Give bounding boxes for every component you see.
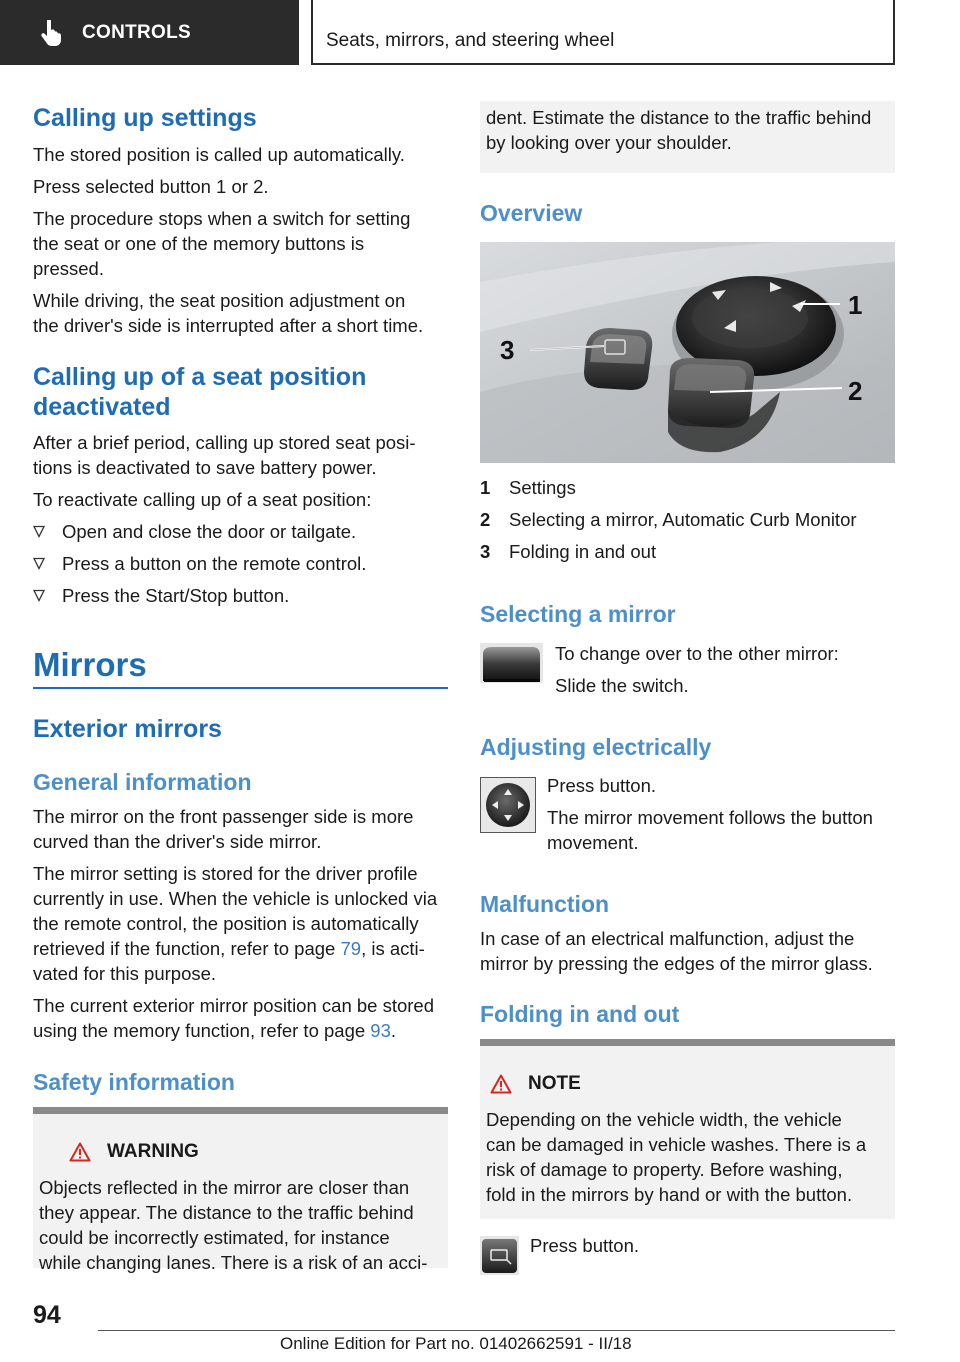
heading-folding-in-and-out: Folding in and out <box>480 1001 680 1027</box>
note-text-line: Depending on the vehicle width, the vehicle <box>486 1109 842 1130</box>
section-title: Seats, mirrors, and steering wheel <box>326 30 615 51</box>
warning-triangle-icon <box>69 1142 91 1162</box>
warning-text-line: by looking over your shoulder. <box>486 132 732 153</box>
paragraph-line: currently in use. When the vehicle is unlocked via <box>33 888 438 909</box>
page-link-79[interactable]: 79 <box>340 938 362 959</box>
chapter-tab <box>0 0 299 65</box>
paragraph-line: The procedure stops when a switch for setting <box>33 208 411 229</box>
paragraph-line: the remote control, the position is automatically <box>33 913 419 934</box>
paragraph: The stored position is called up automatically. <box>33 144 405 165</box>
paragraph-line: The current exterior mirror position can be stored <box>33 995 435 1016</box>
note-box <box>480 1039 895 1219</box>
paragraph-line: the driver's side is interrupted after a short time. <box>33 315 424 336</box>
photo-label-3: 3 <box>500 335 515 365</box>
note-label: NOTE <box>528 1073 581 1094</box>
heading-underline <box>33 687 448 689</box>
header-rule-left <box>311 0 313 65</box>
note-text-line: fold in the mirrors by hand or with the button. <box>486 1184 853 1205</box>
warning-text-line: dent. Estimate the distance to the traffic behind <box>486 107 872 128</box>
warning-header <box>69 1141 199 1163</box>
warning-text-line: could be incorrectly estimated, for instance <box>39 1227 390 1248</box>
paragraph-line: The mirror movement follows the button <box>547 807 873 828</box>
heading-general-information: General information <box>33 769 252 795</box>
paragraph-line: After a brief period, calling up stored seat posi‐ <box>33 432 416 453</box>
paragraph-line: curved than the driver's side mirror. <box>33 831 322 852</box>
chapter-label: CONTROLS <box>82 21 192 43</box>
paragraph: Press button. <box>547 775 657 796</box>
paragraph-line: retrieved if the function, refer to page 79, is acti‐ <box>33 938 425 959</box>
heading-deactivated-line2: deactivated <box>33 393 171 421</box>
paragraph: Press button. <box>530 1235 640 1256</box>
warning-text-line: Objects reflected in the mirror are closer than <box>39 1177 410 1198</box>
note-text-line: risk of damage to property. Before washing, <box>486 1159 843 1180</box>
warning-box <box>33 1107 448 1273</box>
triangle-bullet-icon <box>33 557 45 570</box>
photo-label-1: 1 <box>848 290 863 320</box>
note-text-line: can be damaged in vehicle washes. There is a <box>486 1134 867 1155</box>
edition-footer: Online Edition for Part no. 01402662591 - II/18 <box>280 1334 632 1353</box>
heading-malfunction: Malfunction <box>480 891 610 917</box>
paragraph-line: The mirror setting is stored for the driver profile <box>33 863 418 884</box>
warning-continuation-box <box>480 101 895 173</box>
mirror-controls-photo <box>480 242 895 463</box>
header-rule-bottom <box>311 63 895 65</box>
paragraph: To reactivate calling up of a seat position: <box>33 489 372 510</box>
heading-overview: Overview <box>480 200 583 226</box>
direction-pad-icon <box>480 777 536 833</box>
heading-adjusting-electrically: Adjusting electrically <box>480 734 712 760</box>
warning-triangle-icon <box>490 1074 512 1094</box>
warning-text-line: while changing lanes. There is a risk of an acci‐ <box>39 1252 428 1273</box>
fold-mirror-button-icon <box>480 1236 519 1275</box>
heading-selecting-mirror: Selecting a mirror <box>480 601 676 627</box>
paragraph-line: In case of an electrical malfunction, adjust the <box>480 928 855 949</box>
paragraph-line: mirror by pressing the edges of the mirror glass. <box>480 953 873 974</box>
chapter-heading-mirrors: Mirrors <box>33 646 147 683</box>
note-header <box>490 1073 581 1095</box>
paragraph-line: tions is deactivated to save battery power. <box>33 457 377 478</box>
triangle-bullet-icon <box>33 525 45 538</box>
heading-exterior-mirrors: Exterior mirrors <box>33 715 222 743</box>
paragraph-line: using the memory function, refer to page 93. <box>33 1020 397 1041</box>
header-rule-right <box>893 0 895 65</box>
page-link-93[interactable]: 93 <box>370 1020 391 1041</box>
page-number: 94 <box>33 1301 61 1329</box>
hand-pointer-icon <box>40 20 62 46</box>
paragraph: Press selected button 1 or 2. <box>33 176 269 197</box>
warning-text-line: they appear. The distance to the traffic behind <box>39 1202 414 1223</box>
heading-safety-information: Safety information <box>33 1069 235 1095</box>
heading-calling-up-settings: Calling up settings <box>33 104 257 132</box>
slide-switch-icon <box>480 643 543 683</box>
photo-label-2: 2 <box>848 376 863 406</box>
paragraph: Slide the switch. <box>555 675 689 696</box>
heading-deactivated-line1: Calling up of a seat position <box>33 363 367 391</box>
paragraph-line: vated for this purpose. <box>33 963 217 984</box>
paragraph-line: the seat or one of the memory buttons is <box>33 233 365 254</box>
warning-label: WARNING <box>107 1141 199 1162</box>
paragraph-line: The mirror on the front passenger side is more <box>33 806 414 827</box>
footer-rule <box>98 1330 895 1331</box>
paragraph-line: pressed. <box>33 258 104 279</box>
paragraph-line: movement. <box>547 832 639 853</box>
triangle-bullet-icon <box>33 589 45 602</box>
paragraph: To change over to the other mirror: <box>555 643 839 664</box>
paragraph-line: While driving, the seat position adjustment on <box>33 290 406 311</box>
